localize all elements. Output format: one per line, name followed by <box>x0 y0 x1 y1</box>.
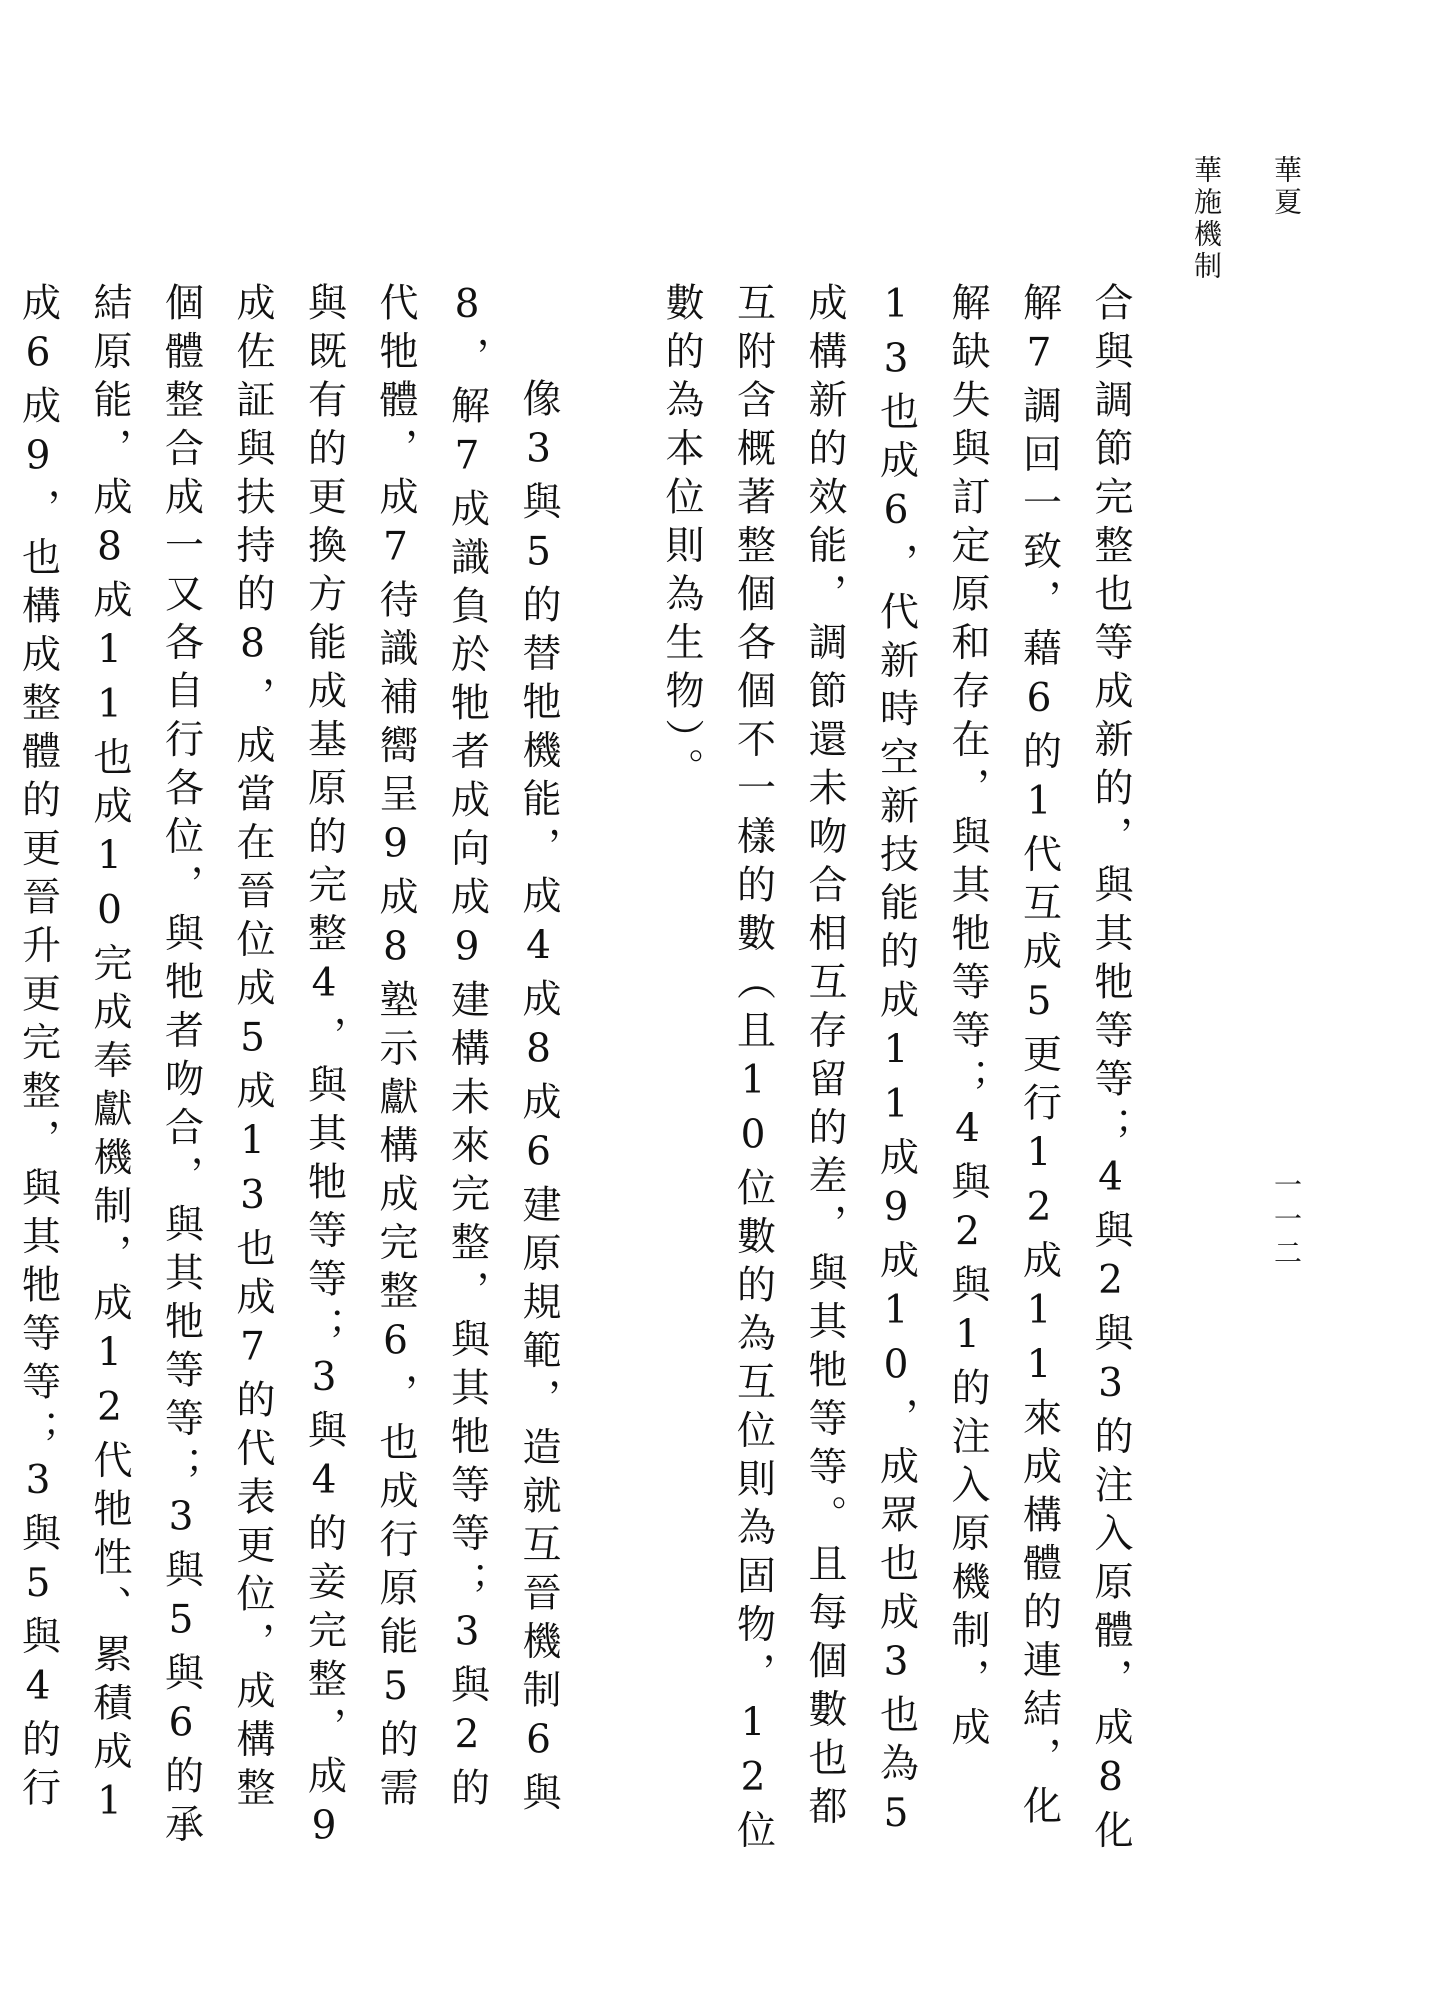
running-header <box>1186 155 1306 415</box>
book-title: 華夏 <box>1270 155 1303 219</box>
paragraph-text: 像3與5的替牠機能，成4成8成6建原規範，造就互晉機制6與8，解7成識負於牠者成向成9建構未來完整，與其牠等等；3與2的代牠體，成7待識補嚮呈9成8塾示獻構成完整6，也成行原能5的需與既有的更換方能成基原的完整4，與其牠等等；3與4的妾完整，成9成佐証與扶持的8，成當在晉位成5成13也成7的代表更位，成構整個體整合成一又各自行各位，與牠者吻合，與其牠等等；3與5與6的承結原能，成8成11也成10完成奉獻機制，成12代牠性、累積成1成6成9，也構成整體的更晉升更完整，與其牠等等；3與5與4的行 <box>15 282 561 1858</box>
page-number: 一一二 <box>1270 1170 1303 1272</box>
paragraph-continued: 合與調節完整也等成新的，與其牠等等；4與2與3的注入原體，成8化解7調回一致，藉6的1代互成5更行12成11來成構體的連結，化解缺失與訂定原和存在，與其牠等等；4與2與1的注入原機制，成13也成6，代新時空新技能的成11成9成10，成眾也成3也為5成構新的效能，調節還未吻合相互存留的差，與其牠等等。且每個數也都互附含概著整個各個不一樣的數（且10位數的為互位則為固物，12位數的為本位則為生物）。 <box>659 282 1133 1858</box>
body-text <box>15 282 1146 1862</box>
chapter-title: 華施機制 <box>1190 155 1223 283</box>
paragraph <box>0 282 574 1862</box>
